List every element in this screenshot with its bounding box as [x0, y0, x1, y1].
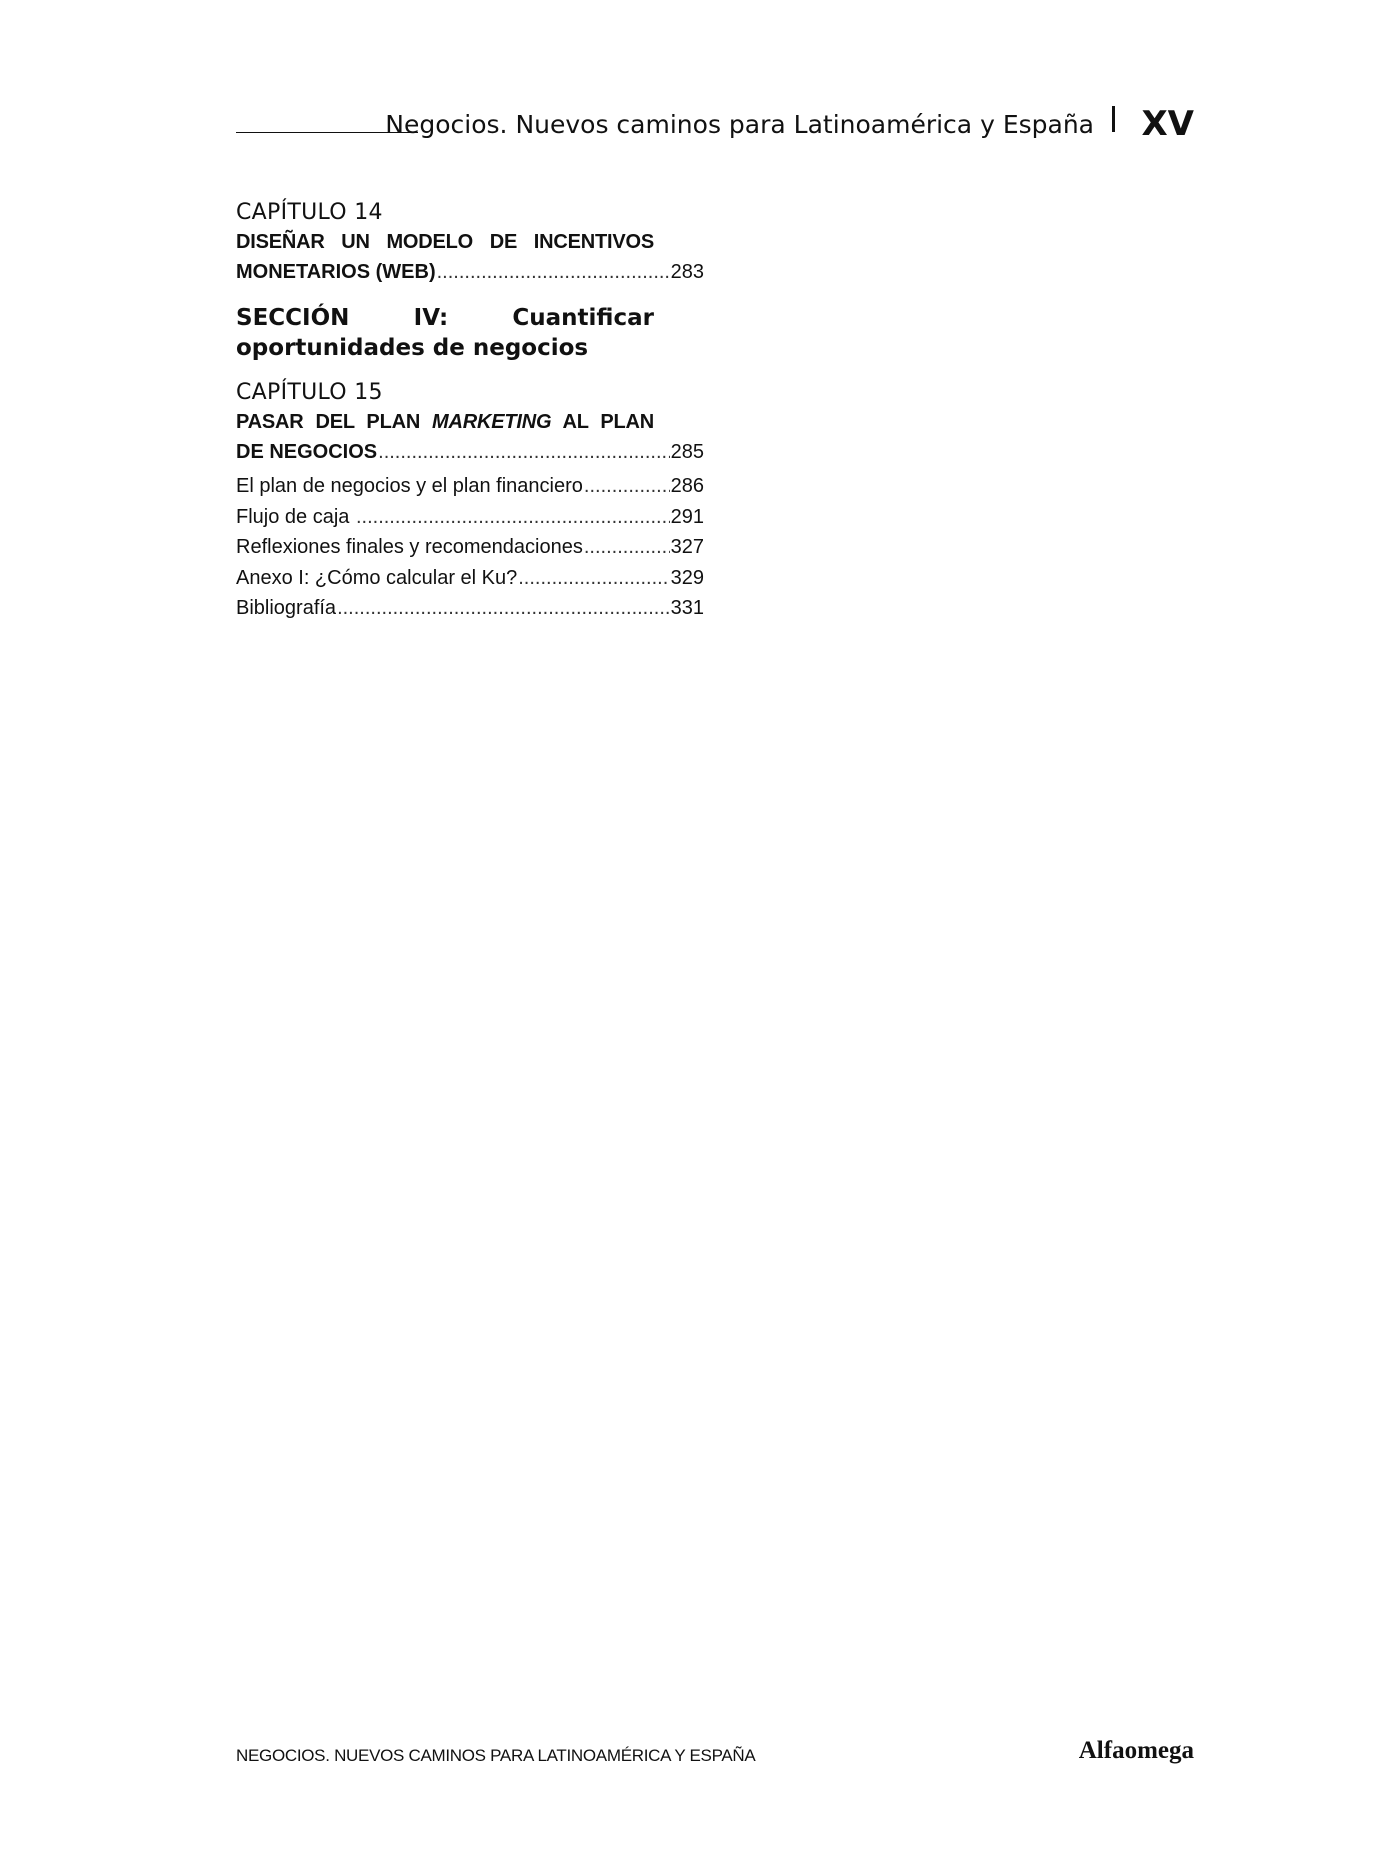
toc-section-4	[236, 303, 704, 363]
entry-title: El plan de negocios y el plan financiero	[236, 475, 583, 497]
leader-dots	[437, 257, 670, 287]
toc-entry	[236, 437, 704, 467]
chapter-label: CAPÍTULO 14	[236, 200, 383, 225]
page-ref: 285	[670, 441, 704, 463]
section-word: Cuantificar	[512, 305, 654, 331]
page-ref: 329	[670, 566, 704, 589]
entry-title: Flujo de caja	[236, 505, 355, 528]
section-word: IV:	[413, 305, 449, 331]
leader-dots	[518, 563, 669, 594]
leader-dots	[584, 532, 670, 563]
toc-entry	[236, 502, 704, 533]
page-ref: 327	[670, 536, 704, 558]
chapter-title-emphasis: MARKETING	[432, 411, 552, 433]
chapter-label: CAPÍTULO 15	[236, 380, 383, 405]
toc-chapter-14	[236, 199, 704, 287]
toc-entry	[236, 257, 704, 287]
chapter-title-line2: DE NEGOCIOS	[236, 441, 378, 463]
chapter-title-part: PASAR DEL PLAN	[236, 411, 433, 433]
entry-title: Bibliografía	[236, 597, 337, 619]
leader-dots	[337, 593, 670, 624]
toc-entry	[236, 532, 704, 563]
table-of-contents	[236, 199, 704, 624]
chapter-title-part: AL PLAN	[551, 411, 654, 433]
section-heading-line2: oportunidades de negocios	[236, 335, 589, 361]
header-title: Negocios. Nuevos caminos para Latinoamérica y España	[385, 110, 1094, 139]
page-number: XV	[1141, 104, 1194, 144]
entry-title: Reflexiones finales y recomendaciones	[236, 536, 583, 558]
header-separator	[1112, 106, 1115, 132]
leader-dots	[584, 471, 670, 502]
section-heading-line1	[236, 303, 654, 333]
chapter-title-line1: DISEÑAR UN MODELO DE INCENTIVOS	[236, 231, 654, 253]
toc-entry	[236, 471, 704, 502]
toc-entry	[236, 593, 704, 624]
toc-chapter-15	[236, 379, 704, 467]
footer-book-title: NEGOCIOS. NUEVOS CAMINOS PARA LATINOAMÉRICA Y ESPAÑA	[236, 1746, 756, 1765]
chapter-title-line2: MONETARIOS (WEB)	[236, 261, 436, 283]
running-header	[236, 104, 1194, 144]
entry-title: Anexo I: ¿Cómo calcular el Ku?	[236, 566, 518, 589]
page-ref: 331	[670, 597, 704, 619]
chapter-title-line1	[236, 407, 654, 437]
leader-dots	[356, 502, 670, 533]
publisher-name: Alfaomega	[1078, 1737, 1194, 1764]
leader-dots	[378, 437, 669, 467]
page-ref: 291	[670, 505, 704, 528]
toc-entries	[236, 471, 704, 624]
page-ref: 286	[670, 475, 704, 497]
page-ref: 283	[670, 261, 704, 283]
toc-entry	[236, 563, 704, 594]
section-word: SECCIÓN	[236, 305, 350, 331]
